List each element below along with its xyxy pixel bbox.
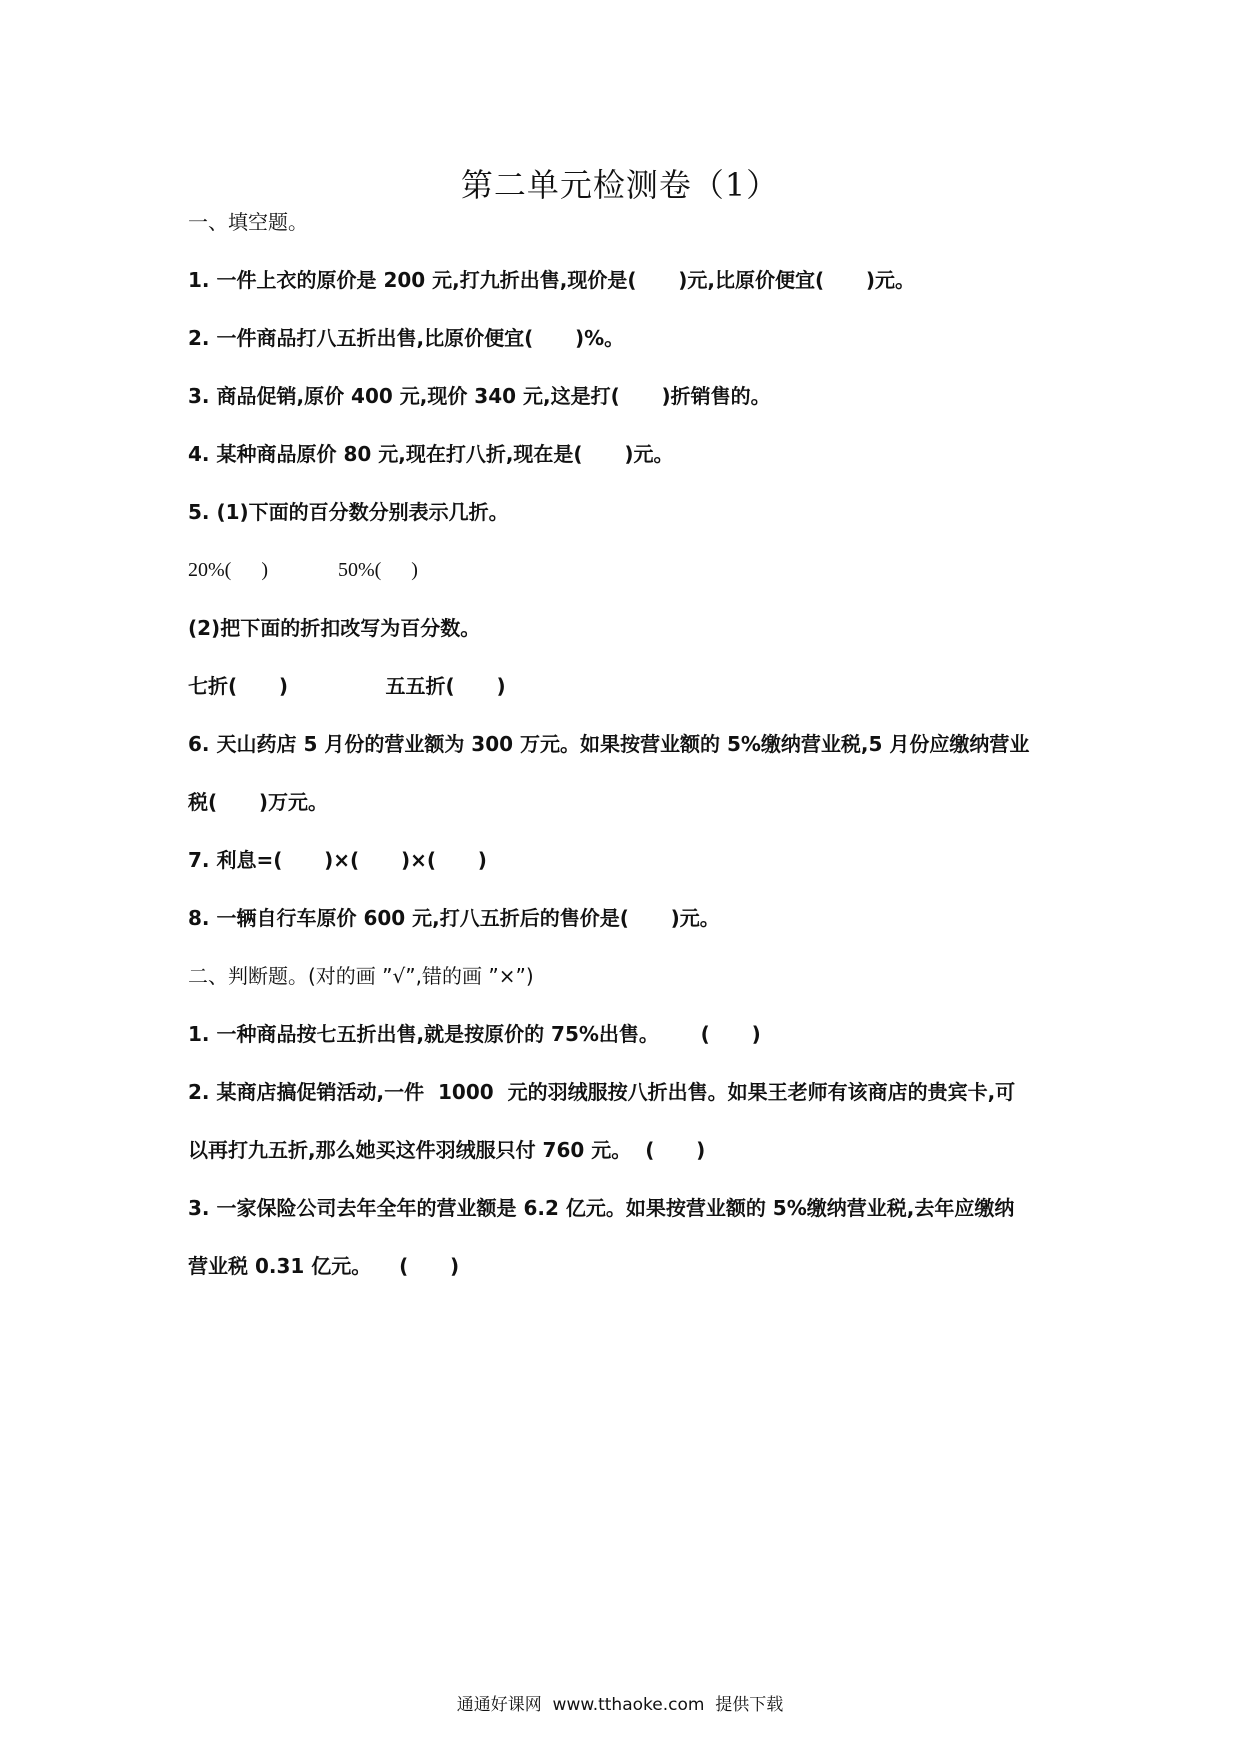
fill-blank-question-1: 1. 一件上衣的原价是 200 元,打九折出售,现价是( )元,比原价便宜( )元。 (188, 268, 916, 292)
fill-blank-question-5-part-1: 5. (1)下面的百分数分别表示几折。 (188, 500, 509, 524)
fill-blank-question-3: 3. 商品促销,原价 400 元,现价 340 元,这是打( )折销售的。 (188, 384, 771, 408)
page-title: 第二单元检测卷（1） (460, 166, 780, 204)
fill-blank-question-7: 7. 利息=( )×( )×( ) (188, 848, 487, 872)
true-false-question-1: 1. 一种商品按七五折出售,就是按原价的 75%出售。 ( ) (188, 1022, 761, 1046)
true-false-question-2-continued: 以再打九五折,那么她买这件羽绒服只付 760 元。 ( ) (188, 1138, 706, 1162)
footer-credit: 通通好课网 www.tthaoke.com 提供下载 (456, 1695, 784, 1715)
true-false-question-3-continued: 营业税 0.31 亿元。 ( ) (188, 1254, 460, 1278)
fill-blank-question-6: 6. 天山药店 5 月份的营业额为 300 万元。如果按营业额的 5%缴纳营业税,5 月份应缴纳营业 (188, 732, 1030, 756)
fill-blank-question-5-part-2: (2)把下面的折扣改写为百分数。 (188, 616, 481, 640)
fill-blank-question-8: 8. 一辆自行车原价 600 元,打八五折后的售价是( )元。 (188, 906, 720, 930)
true-false-question-3: 3. 一家保险公司去年全年的营业额是 6.2 亿元。如果按营业额的 5%缴纳营业税,去年应缴纳 (188, 1196, 1015, 1220)
section-heading-fill-blank: 一、填空题。 (188, 210, 308, 234)
section-heading-true-false: 二、判断题。(对的画 ”√”,错的画 ”×”) (188, 964, 534, 988)
fill-blank-question-5-percent-blanks: 20%( ) 50%( ) (188, 559, 418, 581)
true-false-question-2: 2. 某商店搞促销活动,一件 1000 元的羽绒服按八折出售。如果王老师有该商店的贵宾卡,可 (188, 1080, 1016, 1104)
fill-blank-question-4: 4. 某种商品原价 80 元,现在打八折,现在是( )元。 (188, 442, 674, 466)
fill-blank-question-2: 2. 一件商品打八五折出售,比原价便宜( )%。 (188, 326, 625, 350)
fill-blank-question-5-discount-blanks: 七折( ) 五五折( ) (188, 674, 506, 698)
fill-blank-question-6-continued: 税( )万元。 (188, 790, 329, 814)
